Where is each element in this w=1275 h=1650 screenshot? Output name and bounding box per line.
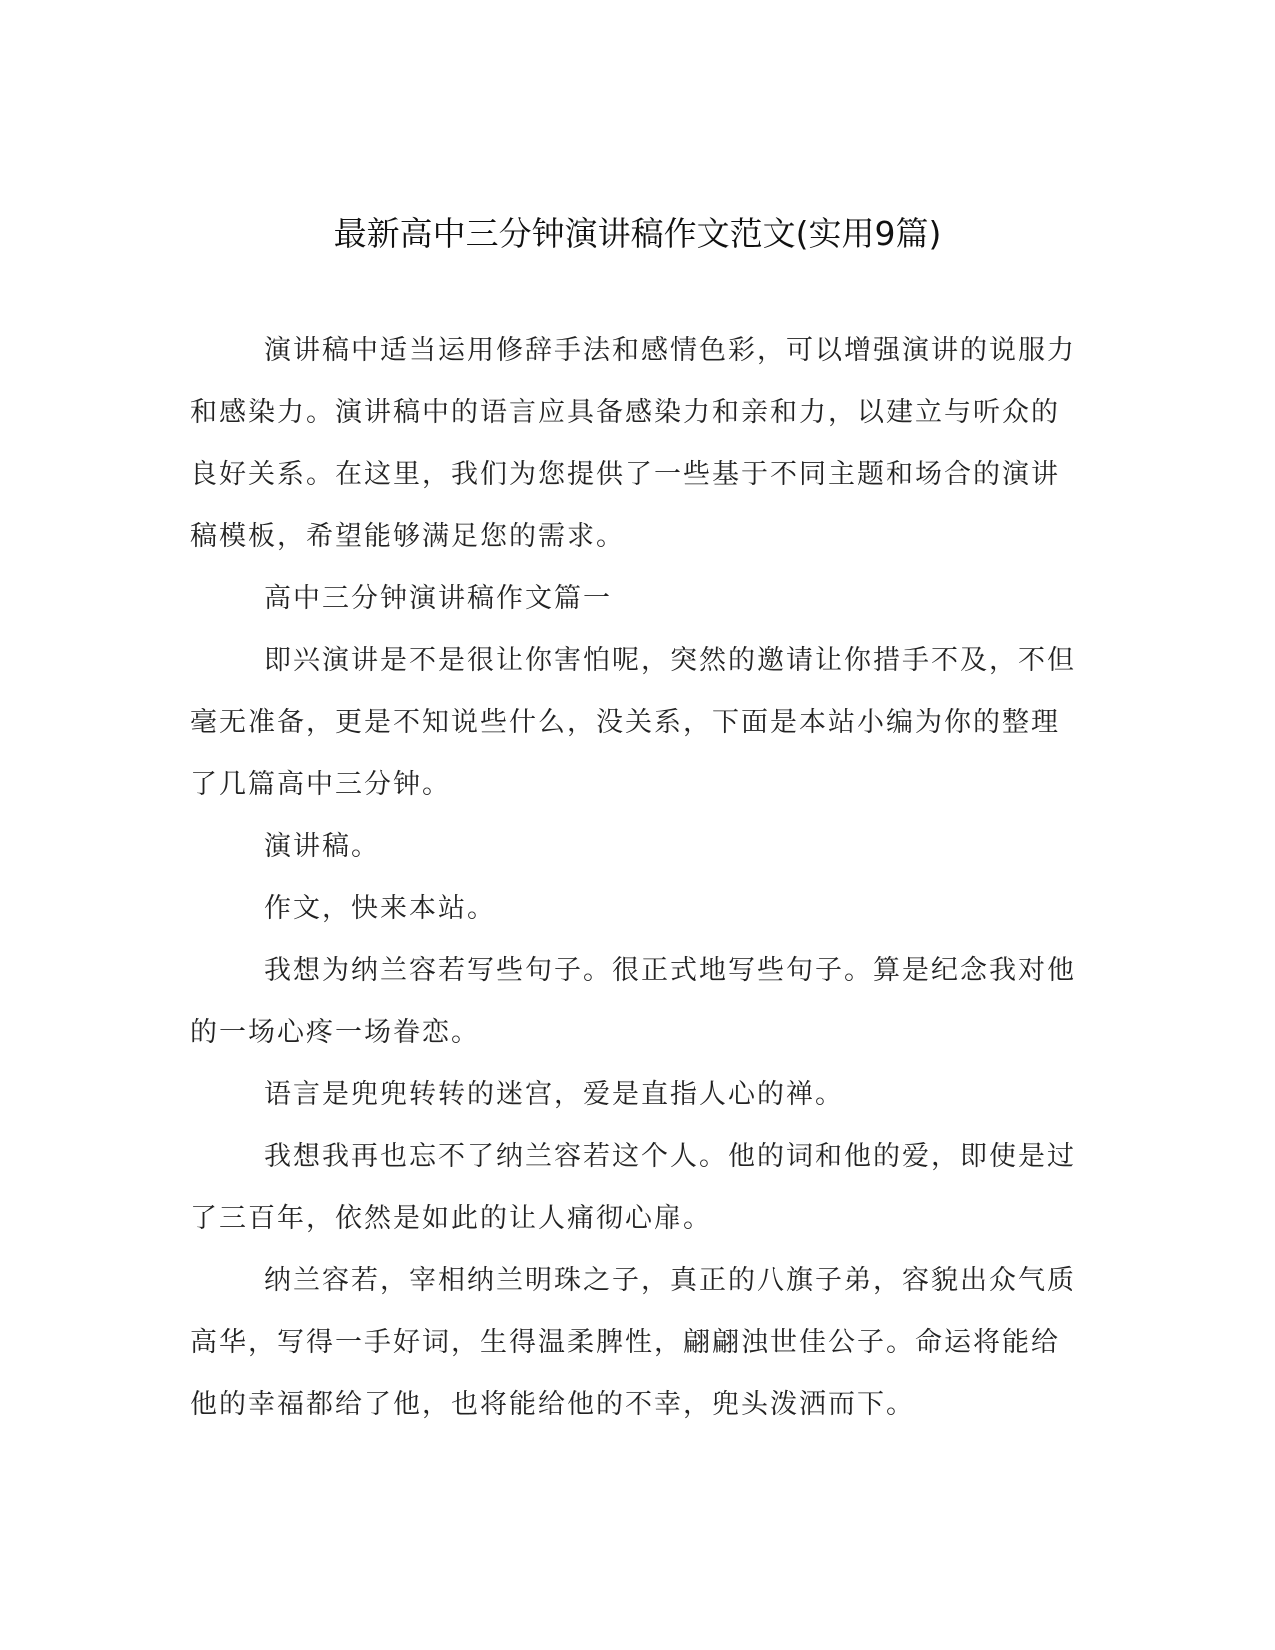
paragraph: 纳兰容若，宰相纳兰明珠之子，真正的八旗子弟，容貌出众气质高华，写得一手好词，生得温柔脾性，翩翩浊世佳公子。命运将能给他的幸福都给了他，也将能给他的不幸，兜头泼洒而下。 [190, 1265, 1076, 1420]
paragraph: 我想我再也忘不了纳兰容若这个人。他的词和他的爱，即使是过了三百年，依然是如此的让人痛彻心扉。 [190, 1141, 1076, 1234]
paragraph: 即兴演讲是不是很让你害怕呢，突然的邀请让你措手不及，不但毫无准备，更是不知说些什么，没关系，下面是本站小编为你的整理了几篇高中三分钟。 [190, 645, 1076, 800]
document-title: 最新高中三分钟演讲稿作文范文(实用9篇) [333, 214, 942, 253]
paragraph-intro: 演讲稿中适当运用修辞手法和感情色彩，可以增强演讲的说服力和感染力。演讲稿中的语言应具备感染力和亲和力，以建立与听众的良好关系。在这里，我们为您提供了一些基于不同主题和场合的演讲稿模板，希望能够满足您的需求。 [190, 335, 1076, 552]
paragraph: 我想为纳兰容若写些句子。很正式地写些句子。算是纪念我对他的一场心疼一场眷恋。 [190, 955, 1076, 1048]
paragraph: 演讲稿。 [264, 831, 380, 862]
document-body [190, 320, 1085, 1436]
paragraph: 语言是兜兜转转的迷宫，爱是直指人心的禅。 [264, 1079, 844, 1110]
section-heading: 高中三分钟演讲稿作文篇一 [264, 583, 612, 614]
paragraph: 作文，快来本站。 [264, 893, 496, 924]
